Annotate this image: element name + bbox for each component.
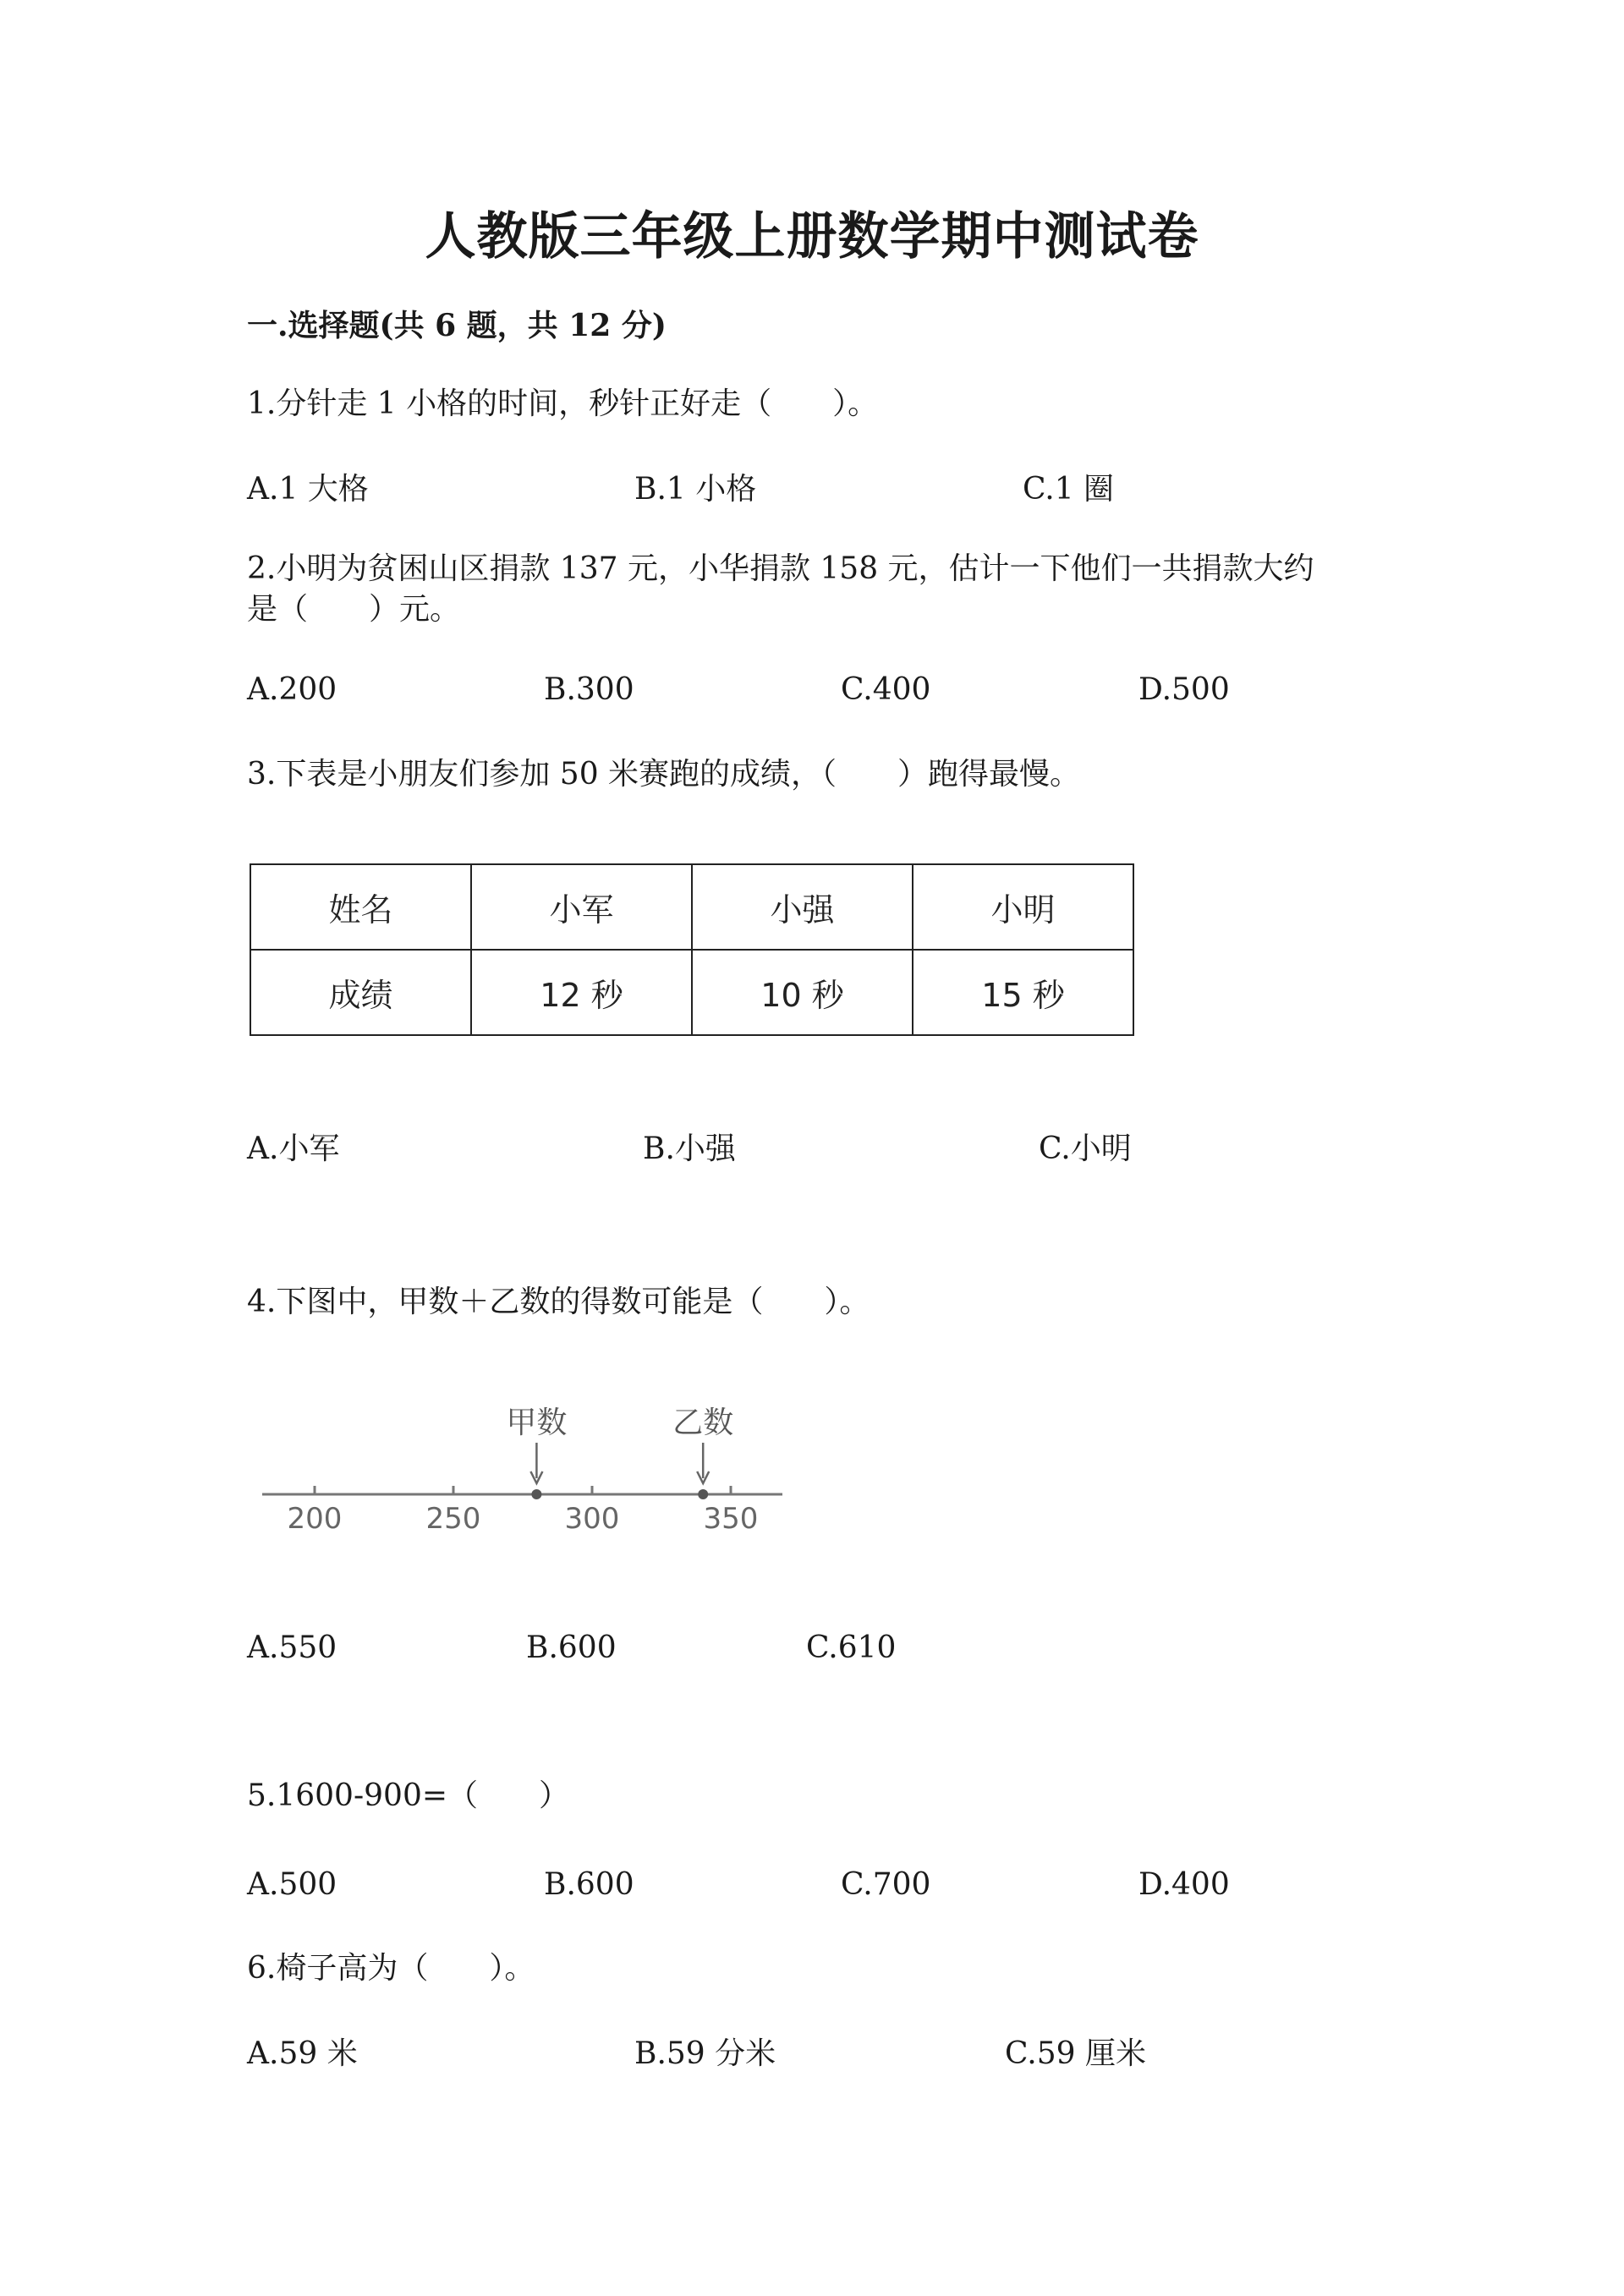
question-4: 4.下图中，甲数＋乙数的得数可能是（ ）。 — [247, 1285, 870, 1319]
q6-option-a[interactable]: A.59 米 — [247, 2036, 358, 2071]
q6-option-c[interactable]: C.59 厘米 — [1005, 2036, 1146, 2071]
number-line-tick-label: 350 — [703, 1502, 759, 1536]
q4-option-a[interactable]: A.550 — [247, 1630, 337, 1665]
question-3: 3.下表是小朋友们参加 50 米赛跑的成绩，（ ）跑得最慢。 — [247, 757, 1081, 792]
table-row — [250, 950, 1133, 1035]
q6-option-b[interactable]: B.59 分米 — [634, 2036, 776, 2071]
table-cell: 15 秒 — [913, 950, 1133, 1035]
q3-option-a[interactable]: A.小军 — [247, 1132, 340, 1166]
table-cell: 小强 — [692, 864, 913, 950]
table-header-row — [250, 864, 1133, 950]
q2-option-c[interactable]: C.400 — [841, 672, 931, 707]
q2-option-d[interactable]: D.500 — [1138, 672, 1230, 707]
table-cell: 10 秒 — [692, 950, 913, 1035]
table-cell: 小明 — [913, 864, 1133, 950]
table-cell: 成绩 — [250, 950, 471, 1035]
page-title: 人教版三年级上册数学期中测试卷 — [425, 207, 1199, 266]
section-heading: 一.选择题(共 6 题，共 12 分) — [247, 308, 667, 343]
q5-option-b[interactable]: B.600 — [544, 1867, 634, 1902]
number-line-marker-label: 甲数 — [506, 1406, 568, 1440]
number-line-tick-label: 200 — [287, 1502, 343, 1536]
question-2-line-1: 2.小明为贫困山区捐款 137 元，小华捐款 158 元，估计一下他们一共捐款大约 — [247, 551, 1314, 586]
q4-option-c[interactable]: C.610 — [806, 1630, 897, 1665]
number-line-point — [531, 1489, 541, 1499]
number-line-tick-label: 250 — [425, 1502, 481, 1536]
number-line-marker-label: 乙数 — [672, 1406, 734, 1440]
q5-option-a[interactable]: A.500 — [247, 1867, 337, 1902]
q1-option-b[interactable]: B.1 小格 — [634, 472, 757, 507]
q1-option-a[interactable]: A.1 大格 — [247, 472, 369, 507]
q4-option-b[interactable]: B.600 — [526, 1630, 617, 1665]
q2-option-b[interactable]: B.300 — [544, 672, 634, 707]
q2-option-a[interactable]: A.200 — [247, 672, 337, 707]
number-line-point — [698, 1489, 708, 1499]
q1-option-c[interactable]: C.1 圈 — [1023, 472, 1115, 507]
q3-option-b[interactable]: B.小强 — [643, 1132, 736, 1166]
question-5: 5.1600-900=（ ） — [247, 1778, 570, 1813]
question-2-line-2: 是（ ）元。 — [247, 592, 461, 627]
table-cell: 12 秒 — [471, 950, 692, 1035]
question-6: 6.椅子高为（ ）。 — [247, 1951, 535, 1986]
q5-option-c[interactable]: C.700 — [841, 1867, 931, 1902]
question-1: 1.分针走 1 小格的时间，秒针正好走（ ）。 — [247, 386, 879, 421]
q5-option-d[interactable]: D.400 — [1138, 1867, 1230, 1902]
table-cell: 姓名 — [250, 864, 471, 950]
race-results-table — [250, 863, 1134, 1036]
q3-option-c[interactable]: C.小明 — [1039, 1132, 1132, 1166]
number-line-figure — [254, 1395, 795, 1548]
number-line-tick-label: 300 — [564, 1502, 620, 1536]
table-cell: 小军 — [471, 864, 692, 950]
